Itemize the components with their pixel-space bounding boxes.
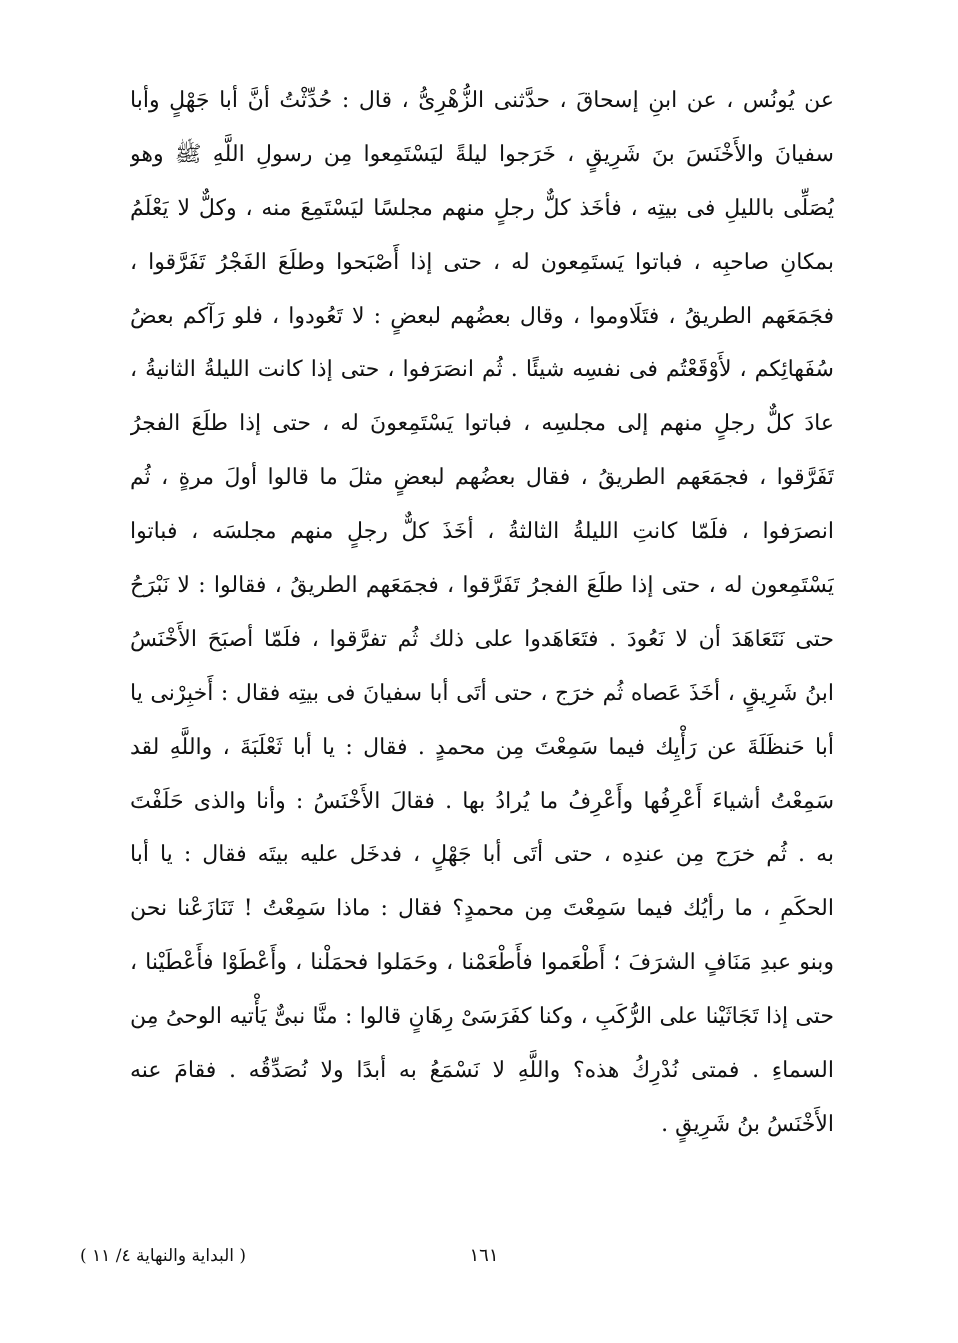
text-line: سُفَهائِكم ، لأَوْقَعْتُم فى نفسِه شيئًا . ثُم انصَرَفوا ، حتى إذا كانت الليلةُ الثانيةُ ، [130, 357, 834, 383]
text-line: يَسْتَمِعون له ، حتى إذا طلَعَ الفجرُ تَفَرَّقوا ، فجمَعَهم الطريقُ ، فقالوا : لا نَبْرَحُ [130, 573, 834, 599]
text-line: بمكانِ صاحبِه ، فباتوا يَستَمِعون له ، حتى إذا أَصْبَحوا وطلَعَ الفَجْرُ تَفَرَّقوا ، [130, 249, 834, 275]
text-line: انصرَفوا ، فلَمّا كانتِ الليلةُ الثالثةُ ، أخَذَ كلٌّ رجلٍ منهم مجلسَه ، فباتوا [130, 519, 834, 545]
text-line: عن يُونُس ، عن ابنِ إسحاقَ ، حدَّثنى الزُّهْرِىُّ ، قال : حُدِّثْتُ أنَّ أبا جَهْلٍ وأبا [130, 88, 834, 113]
text-line-last: الأَخْنَسُ بنُ شَرِيقٍ . [661, 1111, 834, 1137]
body-text [130, 74, 834, 1152]
text-line: تَفَرَّقوا ، فجمَعَهم الطريقُ ، فقال بعضُهم لبعضٍ مثلَ ما قالوا أولَ مرةٍ ، ثُم [130, 465, 834, 491]
source-reference: ( البداية والنهاية ٤/ ١١ ) [80, 1246, 247, 1266]
text-line: سَمِعْتُ أشياءَ أَعْرِفُها وأَعْرِفُ ما يُرادُ بها . فقالَ الأَخْنَسُ : وأنا والذى حَلَفْتَ [130, 788, 834, 814]
text-line: الحكَمِ ، ما رأيُك فيما سَمِعْتَ مِن محمدٍ؟ فقال : ماذا سَمِعْتُ ! تَنَازَعْنا نحن [130, 896, 834, 922]
text-line: أبا حَنظَلَةَ عن رَأْيِك فيما سَمِعْتَ مِن محمدٍ . فقال : يا أبا ثَعْلَبَةَ ، واللَّهِ لقد [130, 734, 834, 760]
text-line: عادَ كلٌّ رجلٍ منهم إلى مجلسِه ، فباتوا يَسْتَمِعونَ له ، حتى إذا طلَعَ الفجرُ [130, 411, 834, 437]
text-line: به . ثُم خرَج مِن عندِه ، حتى أتَى أبا جَهْلٍ ، فدخَل عليه بيتَه فقال : يا أبا [130, 842, 834, 868]
text-line: السماءِ . فمتى نُدْرِكُ هذه؟ واللَّهِ لا نَسْمَعُ به أبدًا ولا نُصَدِّقُه . فقامَ عنه [130, 1058, 834, 1084]
text-line: حتى إذا تَجَاثَيْنا على الرُّكَبِ ، وكنا كفَرَسَىْ رِهَانٍ قالوا : منَّا نبىٌّ يَأْتيه الوحىُ مِن [130, 1004, 834, 1030]
text-line: سفيانَ والأَخْنَسَ بنَ شَرِيقٍ ، خَرَجوا ليلةً ليَسْتَمِعوا مِن رسولِ اللَّهِ ﷺ وهو [130, 141, 834, 167]
page-number: ١٦١ [469, 1245, 499, 1266]
text-line: حتى نَتَعَاهَدَ أن لا نَعُودَ . فتَعَاهَدوا على ذلك ثُم تفرَّقوا ، فلَمّا أصبَحَ الأَخْنَسُ [130, 626, 834, 652]
text-line: وبنو عبدِ مَنَافٍ الشرَفَ ؛ أَطْعَموا فأَطْعَمْنا ، وحَمَلوا فحمَلْنا ، وأَعْطَوْا فأَعْطَيْنا ، [130, 950, 834, 976]
text-line: فجَمَعَهم الطريقُ ، فتَلَاوموا ، وقال بعضُهم لبعضٍ : لا تَعُودوا ، فلو رَآكم بعضُ [130, 303, 834, 329]
text-line: يُصَلِّى بالليلِ فى بيتِه ، فأخَذ كلٌّ رجلٍ منهم مجلسًا ليَسْتَمِعَ منه ، وكلٌّ لا يَعْلَمُ [130, 195, 834, 221]
page-footer [0, 1236, 958, 1276]
text-line: ابنُ شَرِيقٍ ، أخَذَ عَصاه ثُم خرَج ، حتى أتَى أبا سفيانَ فى بيتِه فقال : أَخبِرْنى يا [130, 680, 834, 706]
